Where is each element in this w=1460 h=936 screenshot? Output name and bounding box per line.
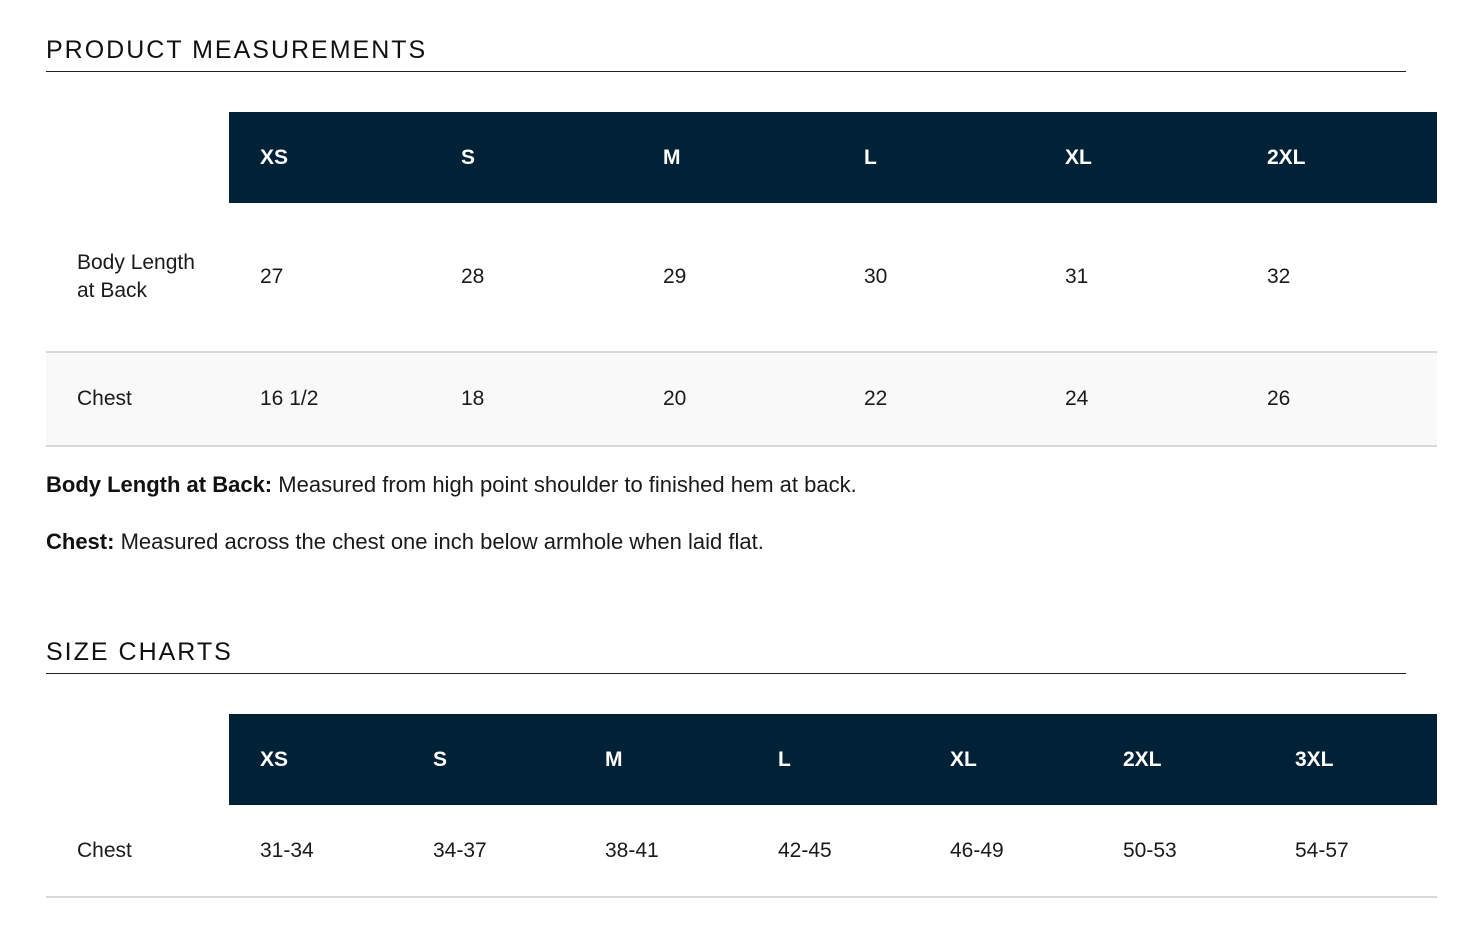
table-cell: 38-41 xyxy=(574,805,747,897)
table-cell: 18 xyxy=(430,352,632,446)
product-measurements-title: PRODUCT MEASUREMENTS xyxy=(46,36,428,64)
table-header-row xyxy=(46,714,1437,805)
table-cell: 32 xyxy=(1236,203,1437,352)
table-cell: 20 xyxy=(632,352,833,446)
table-corner-cell xyxy=(46,714,229,805)
product-measurements-divider xyxy=(46,71,1406,72)
table-cell: 46-49 xyxy=(919,805,1092,897)
table-row-chest xyxy=(46,805,1437,897)
table-cell: 34-37 xyxy=(402,805,574,897)
note-term-body-length: Body Length at Back: xyxy=(46,472,273,497)
size-charts-title: SIZE CHARTS xyxy=(46,638,233,666)
size-header-2xl: 2XL xyxy=(1092,714,1264,805)
size-header-xs: XS xyxy=(229,714,402,805)
size-header-l: L xyxy=(747,714,919,805)
size-header-s: S xyxy=(402,714,574,805)
size-header-xl: XL xyxy=(919,714,1092,805)
table-cell: 50-53 xyxy=(1092,805,1264,897)
note-chest xyxy=(46,529,764,555)
size-charts-divider xyxy=(46,673,1406,674)
size-header-xs: XS xyxy=(229,112,430,203)
size-header-m: M xyxy=(574,714,747,805)
table-cell: 30 xyxy=(833,203,1034,352)
table-cell: 27 xyxy=(229,203,430,352)
size-header-s: S xyxy=(430,112,632,203)
table-cell: 26 xyxy=(1236,352,1437,446)
size-charts-table xyxy=(46,714,1437,898)
note-body-length xyxy=(46,472,857,498)
note-text-body-length: Measured from high point shoulder to finished hem at back. xyxy=(278,472,857,497)
table-cell: 31 xyxy=(1034,203,1236,352)
table-cell: 16 1/2 xyxy=(229,352,430,446)
table-row-body-length xyxy=(46,203,1437,352)
table-cell: 22 xyxy=(833,352,1034,446)
table-header-row xyxy=(46,112,1437,203)
table-cell: 31-34 xyxy=(229,805,402,897)
note-term-chest: Chest: xyxy=(46,529,115,554)
size-header-xl: XL xyxy=(1034,112,1236,203)
table-row-chest xyxy=(46,352,1437,446)
size-header-l: L xyxy=(833,112,1034,203)
table-cell: 24 xyxy=(1034,352,1236,446)
row-label-chest: Chest xyxy=(46,352,229,446)
table-cell: 29 xyxy=(632,203,833,352)
size-header-m: M xyxy=(632,112,833,203)
table-cell: 54-57 xyxy=(1264,805,1437,897)
row-label-chest: Chest xyxy=(46,805,229,897)
size-header-3xl: 3XL xyxy=(1264,714,1437,805)
table-cell: 42-45 xyxy=(747,805,919,897)
table-cell: 28 xyxy=(430,203,632,352)
note-text-chest: Measured across the chest one inch below armhole when laid flat. xyxy=(120,529,764,554)
size-header-2xl: 2XL xyxy=(1236,112,1437,203)
table-corner-cell xyxy=(46,112,229,203)
row-label-body-length: Body Length at Back xyxy=(46,203,229,352)
product-measurements-table xyxy=(46,112,1437,447)
